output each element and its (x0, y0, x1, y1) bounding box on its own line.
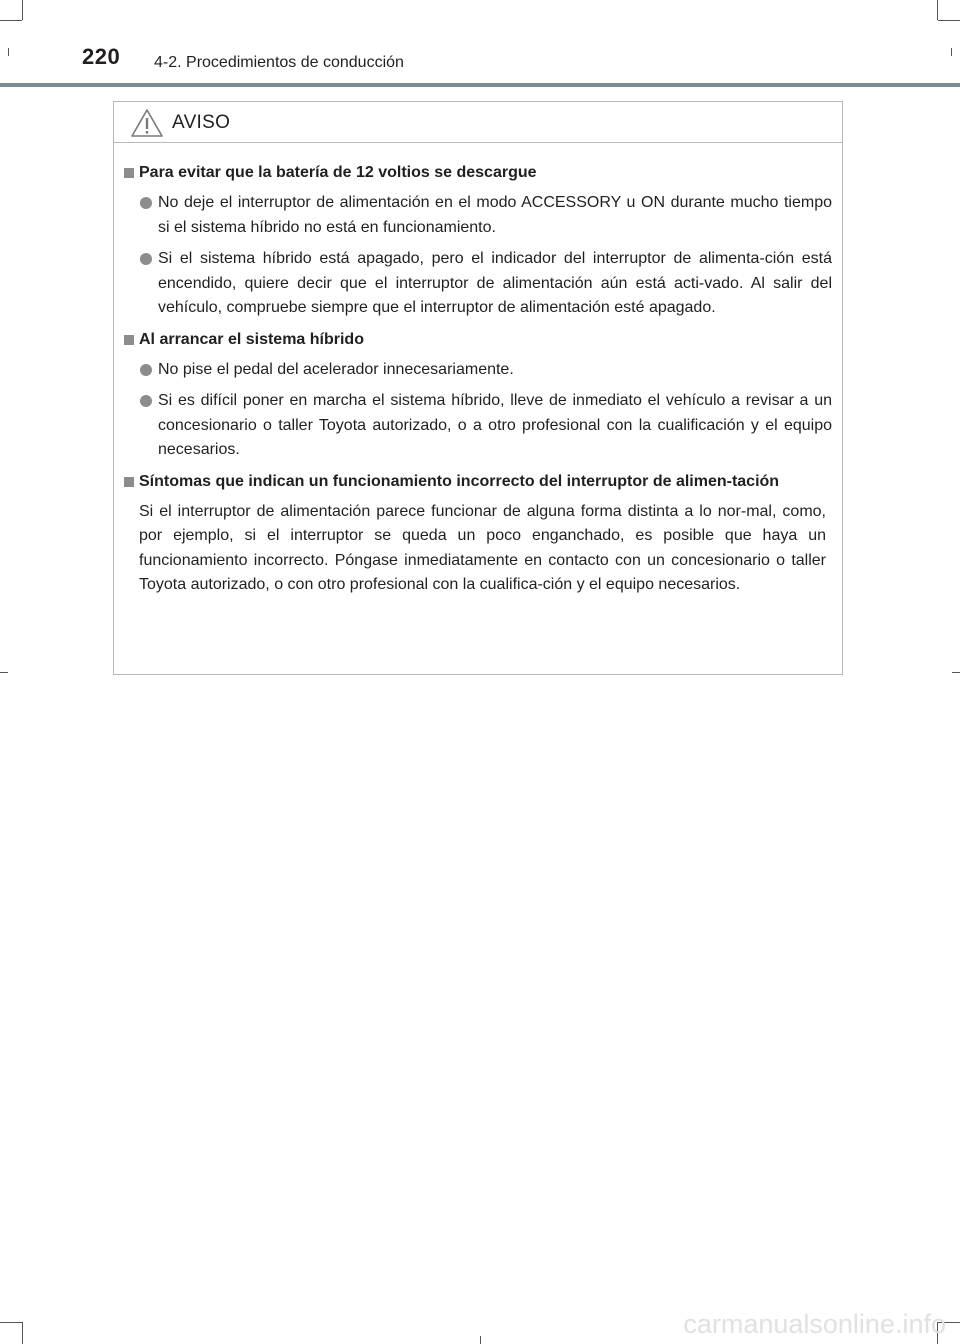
circle-bullet-icon (140, 253, 152, 265)
section-paragraph: Si el interruptor de alimentación parece funcionar de alguna forma distinta a lo nor-mal, como, por ejemplo, si el interruptor se queda un poco enganchado, es posible que haya un funcionamiento incorrecto. Póngase inmediatamente en contacto con un concesionario o taller Toyota autorizado, o con otro profesional con la cualifica-ción y el equipo necesarios. (139, 502, 826, 593)
list-item (124, 358, 832, 383)
section-title: 4-2. Procedimientos de conducción (154, 54, 404, 71)
section-heading (124, 161, 832, 185)
section-heading (124, 470, 832, 494)
section-heading-text: Al arrancar el sistema híbrido (139, 330, 364, 348)
crop-mark (0, 1322, 22, 1323)
crop-mark (8, 48, 9, 56)
list-item-text: No pise el pedal del acelerador innecesariamente. (158, 360, 514, 378)
circle-bullet-icon (140, 395, 152, 407)
section-heading-text: Para evitar que la batería de 12 voltios se descargue (139, 164, 537, 181)
crop-mark (952, 672, 960, 673)
square-bullet-icon (124, 335, 134, 345)
list-item-text: Si es difícil poner en marcha el sistema híbrido, lleve de inmediato el vehículo a revisar a un concesionario o taller Toyota autorizado, o a otro profesional con la cualificación y el equipo necesarios. (158, 392, 832, 458)
list-item (124, 191, 832, 240)
list-item (124, 247, 832, 321)
square-bullet-icon (124, 168, 134, 178)
crop-mark (0, 672, 8, 673)
crop-mark (937, 0, 938, 20)
warning-box (113, 101, 843, 675)
square-bullet-icon (124, 477, 134, 487)
crop-mark (938, 20, 960, 21)
crop-mark (22, 1322, 23, 1344)
watermark: carmanualsonline.info (683, 1309, 946, 1339)
section-heading (124, 328, 832, 352)
warning-body (114, 143, 842, 598)
warning-box-header (114, 102, 842, 143)
crop-mark (22, 0, 23, 20)
crop-mark (951, 48, 952, 56)
circle-bullet-icon (140, 364, 152, 376)
warning-title: AVISO (172, 112, 231, 133)
crop-mark (480, 1336, 481, 1344)
section-heading-text: Síntomas que indican un funcionamiento incorrecto del interruptor de alimen-tación (139, 472, 780, 490)
list-item (124, 389, 832, 463)
header-rule (0, 83, 960, 87)
list-item-text: Si el sistema híbrido está apagado, pero el indicador del interruptor de alimenta-ción está encendido, quiere decir que el interruptor de alimentación aún está acti-vado. Al salir del vehículo, compruebe siempre que el interruptor de alimentación esté apagado. (158, 250, 832, 316)
page-number: 220 (82, 44, 121, 69)
list-item-text: No deje el interruptor de alimentación en el modo ACCESSORY u ON durante mucho tiempo si el sistema híbrido no está en funcionamiento. (158, 194, 832, 236)
crop-mark (0, 20, 22, 21)
warning-triangle-icon (130, 108, 164, 138)
circle-bullet-icon (140, 197, 152, 209)
